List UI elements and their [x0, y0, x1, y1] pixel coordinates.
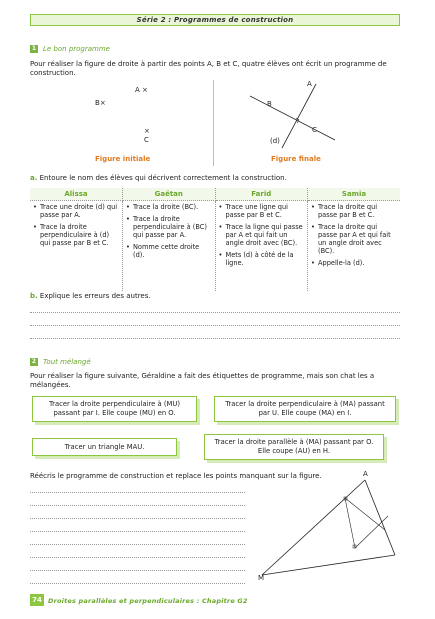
section2-intro: Pour réaliser la figure suivante, Géraldine a fait des étiquettes de programme, mais son chat les a mélangées. [30, 372, 375, 389]
program-card-3[interactable]: Tracer un triangle MAU. [32, 438, 177, 456]
header-samia[interactable]: Samia [308, 188, 401, 201]
answer-line[interactable] [30, 531, 245, 532]
answer-line[interactable] [30, 518, 245, 519]
list-item: • Trace la droite perpendiculaire à (BC) qui passe par A. [126, 215, 212, 239]
list-item: • Trace une ligne qui passe par B et C. [219, 203, 305, 219]
line-d [282, 84, 316, 148]
point-b-label: B [95, 99, 100, 107]
program-card-2[interactable]: Tracer la droite perpendiculaire à (MA) passant par U. Elle coupe (MA) en I. [214, 396, 396, 422]
line-d-label: (d) [270, 137, 280, 145]
side-mu [262, 555, 395, 575]
list-item: • Trace la droite qui passe par A et qui fait un angle droit avec (BC). [311, 223, 397, 255]
answer-line[interactable] [30, 338, 400, 339]
question-b [30, 292, 151, 301]
cross-icon: × [99, 99, 106, 107]
point-c-label-initial: C [144, 136, 149, 144]
question-b-letter: b. [30, 292, 38, 300]
list-item: • Trace la droite qui passe par B et C. [311, 203, 397, 219]
point-a-label: A [135, 86, 140, 94]
answer-line[interactable] [30, 544, 245, 545]
triangle-figure [250, 470, 400, 585]
section1-number: 1 [31, 45, 37, 52]
section2-title: Tout mélangé [43, 358, 91, 366]
answer-line[interactable] [30, 312, 400, 313]
program-card-4[interactable]: Tracer la droite parallèle à (MA) passant par O. Elle coupe (AU) en H. [204, 434, 384, 460]
list-item: • Trace la ligne qui passe par A et qui fait un angle droit avec (BC). [219, 223, 305, 247]
side-ma [262, 480, 365, 575]
header-gaetan[interactable]: Gaëtan [123, 188, 216, 201]
figure-divider [213, 80, 214, 166]
col-alissa [30, 201, 123, 291]
section1-intro: Pour réaliser la figure de droite à partir des points A, B et C, quatre élèves ont écrit un programme de construction. [30, 60, 387, 77]
point-a-initial [135, 86, 148, 94]
list-item: • Mets (d) à côté de la ligne. [219, 251, 305, 267]
line-bc [250, 96, 335, 140]
point-c-cross-initial: × [144, 127, 150, 135]
question-a-text: Entoure le nom des élèves qui décrivent correctement la construction. [39, 174, 287, 182]
section1-title: Le bon programme [43, 45, 110, 53]
list-item: • Trace la droite perpendiculaire à (d) qui passe par B et C. [33, 223, 119, 247]
answer-line[interactable] [30, 492, 245, 493]
answer-line[interactable] [30, 325, 400, 326]
point-m-triangle: M [258, 574, 265, 582]
figure-initiale-label: Figure initiale [95, 155, 151, 163]
question-a-letter: a. [30, 174, 38, 182]
header-farid[interactable]: Farid [215, 188, 308, 201]
figure-finale-drawing [240, 78, 340, 158]
question-a [30, 174, 287, 183]
rewrite-instruction: Réécris le programme de construction et replace les points manquant sur la figure. [30, 472, 322, 480]
col-farid [215, 201, 308, 291]
answer-line[interactable] [30, 557, 245, 558]
col-gaetan [123, 201, 216, 291]
point-b-initial [95, 99, 106, 107]
figure-finale-label: Figure finale [271, 155, 321, 163]
point-c-final: C [312, 126, 317, 134]
answer-line[interactable] [30, 570, 245, 571]
question-b-text: Explique les erreurs des autres. [39, 292, 151, 300]
cross-icon: × [142, 86, 148, 94]
point-b-final: B [267, 100, 272, 108]
col-samia [308, 201, 401, 291]
series-title-text: Série 2 : Programmes de construction [136, 16, 294, 24]
list-item: • Trace la droite (BC). [126, 203, 212, 211]
program-table [30, 188, 400, 291]
program-table-wrap [30, 188, 400, 291]
answer-line[interactable] [30, 505, 245, 506]
perp-line-i [345, 498, 355, 548]
list-item: • Trace une droite (d) qui passe par A. [33, 203, 119, 219]
program-card-1[interactable]: Tracer la droite perpendiculaire à (MU) passant par I. Elle coupe (MU) en O. [32, 396, 197, 422]
answer-line[interactable] [30, 583, 245, 584]
header-alissa[interactable]: Alissa [30, 188, 123, 201]
point-a-triangle: A [363, 470, 368, 478]
point-a-final: A [307, 80, 312, 88]
list-item: • Appelle-la (d). [311, 259, 397, 267]
section2-number: 2 [31, 358, 37, 365]
list-item: • Nomme cette droite (d). [126, 243, 212, 259]
footer-chapter: Droites parallèles et perpendiculaires : Chapitre G2 [48, 597, 248, 605]
series-title [30, 14, 400, 26]
parallel-line-o [355, 516, 388, 548]
page-number: 74 [30, 594, 44, 606]
